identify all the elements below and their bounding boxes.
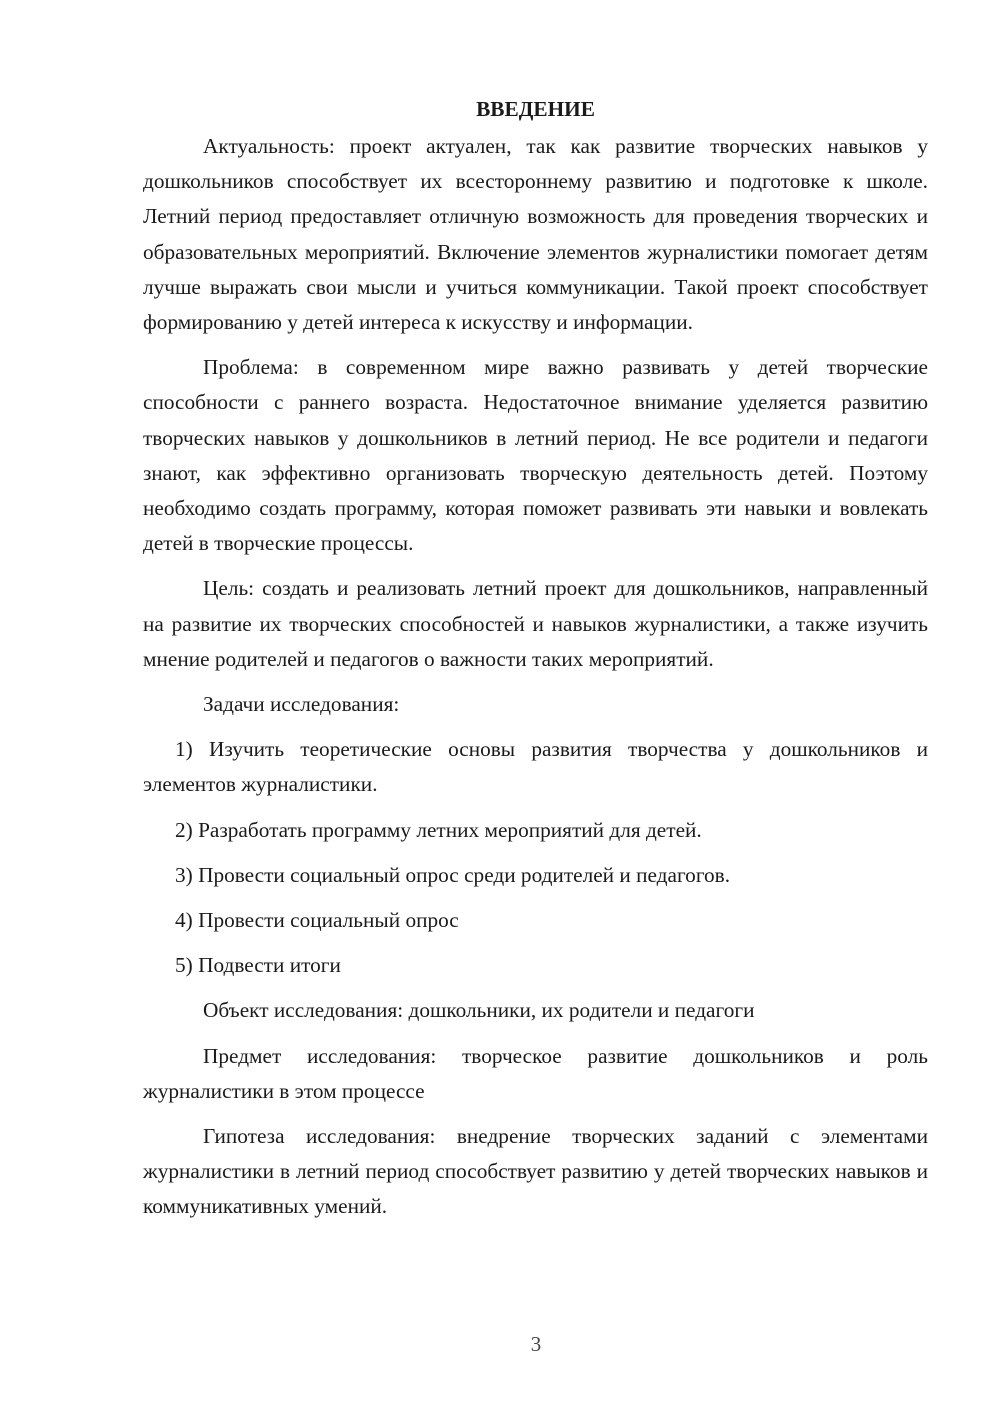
task-item-3: 3) Провести социальный опрос среди родителей и педагогов.: [175, 862, 731, 887]
object-paragraph: Объект исследования: дошкольники, их родители и педагоги: [203, 998, 755, 1023]
task-item-2: 2) Разработать программу летних мероприятий для детей.: [175, 817, 702, 842]
hypothesis-paragraph: Гипотеза исследования: внедрение творческих заданий с элементами журналистики в летний период способствует развитию у детей творческих навыков и коммуникативных умений.: [143, 1124, 928, 1219]
task-item-4: 4) Провести социальный опрос: [175, 908, 459, 933]
relevance-paragraph: Актуальность: проект актуален, так как развитие творческих навыков у дошкольников способствует их всестороннему развитию и подготовке к школе. Летний период предоставляет отличную возможность для проведения творческих и образовательных мероприятий. Включение элементов журналистики помогает детям лучше выражать свои мысли и учиться коммуникации. Такой проект способствует формированию у детей интереса к искусству и информации.: [143, 134, 928, 335]
page-content: [143, 92, 928, 1225]
goal-paragraph: Цель: создать и реализовать летний проект для дошкольников, направленный на развитие их творческих способностей и навыков журналистики, а также изучить мнение родителей и педагогов о важности таких мероприятий.: [143, 576, 928, 671]
task-item-1: 1) Изучить теоретические основы развития творчества у дошкольников и элементов журналистики.: [143, 737, 928, 797]
section-heading: ВВЕДЕНИЕ: [476, 97, 595, 121]
page-number: 3: [530, 1332, 542, 1356]
tasks-title: Задачи исследования:: [203, 692, 400, 717]
task-item-5: 5) Подвести итоги: [175, 953, 341, 978]
subject-paragraph: Предмет исследования: творческое развитие дошкольников и роль журналистики в этом процессе: [143, 1043, 928, 1103]
problem-paragraph: Проблема: в современном мире важно развивать у детей творческие способности с раннего возраста. Недостаточное внимание уделяется развитию творческих навыков у дошкольников в летний период. Не все родители и педагоги знают, как эффективно организовать творческую деятельность детей. Поэтому необходимо создать программу, которая поможет развивать эти навыки и вовлекать детей в творческие процессы.: [143, 355, 928, 556]
